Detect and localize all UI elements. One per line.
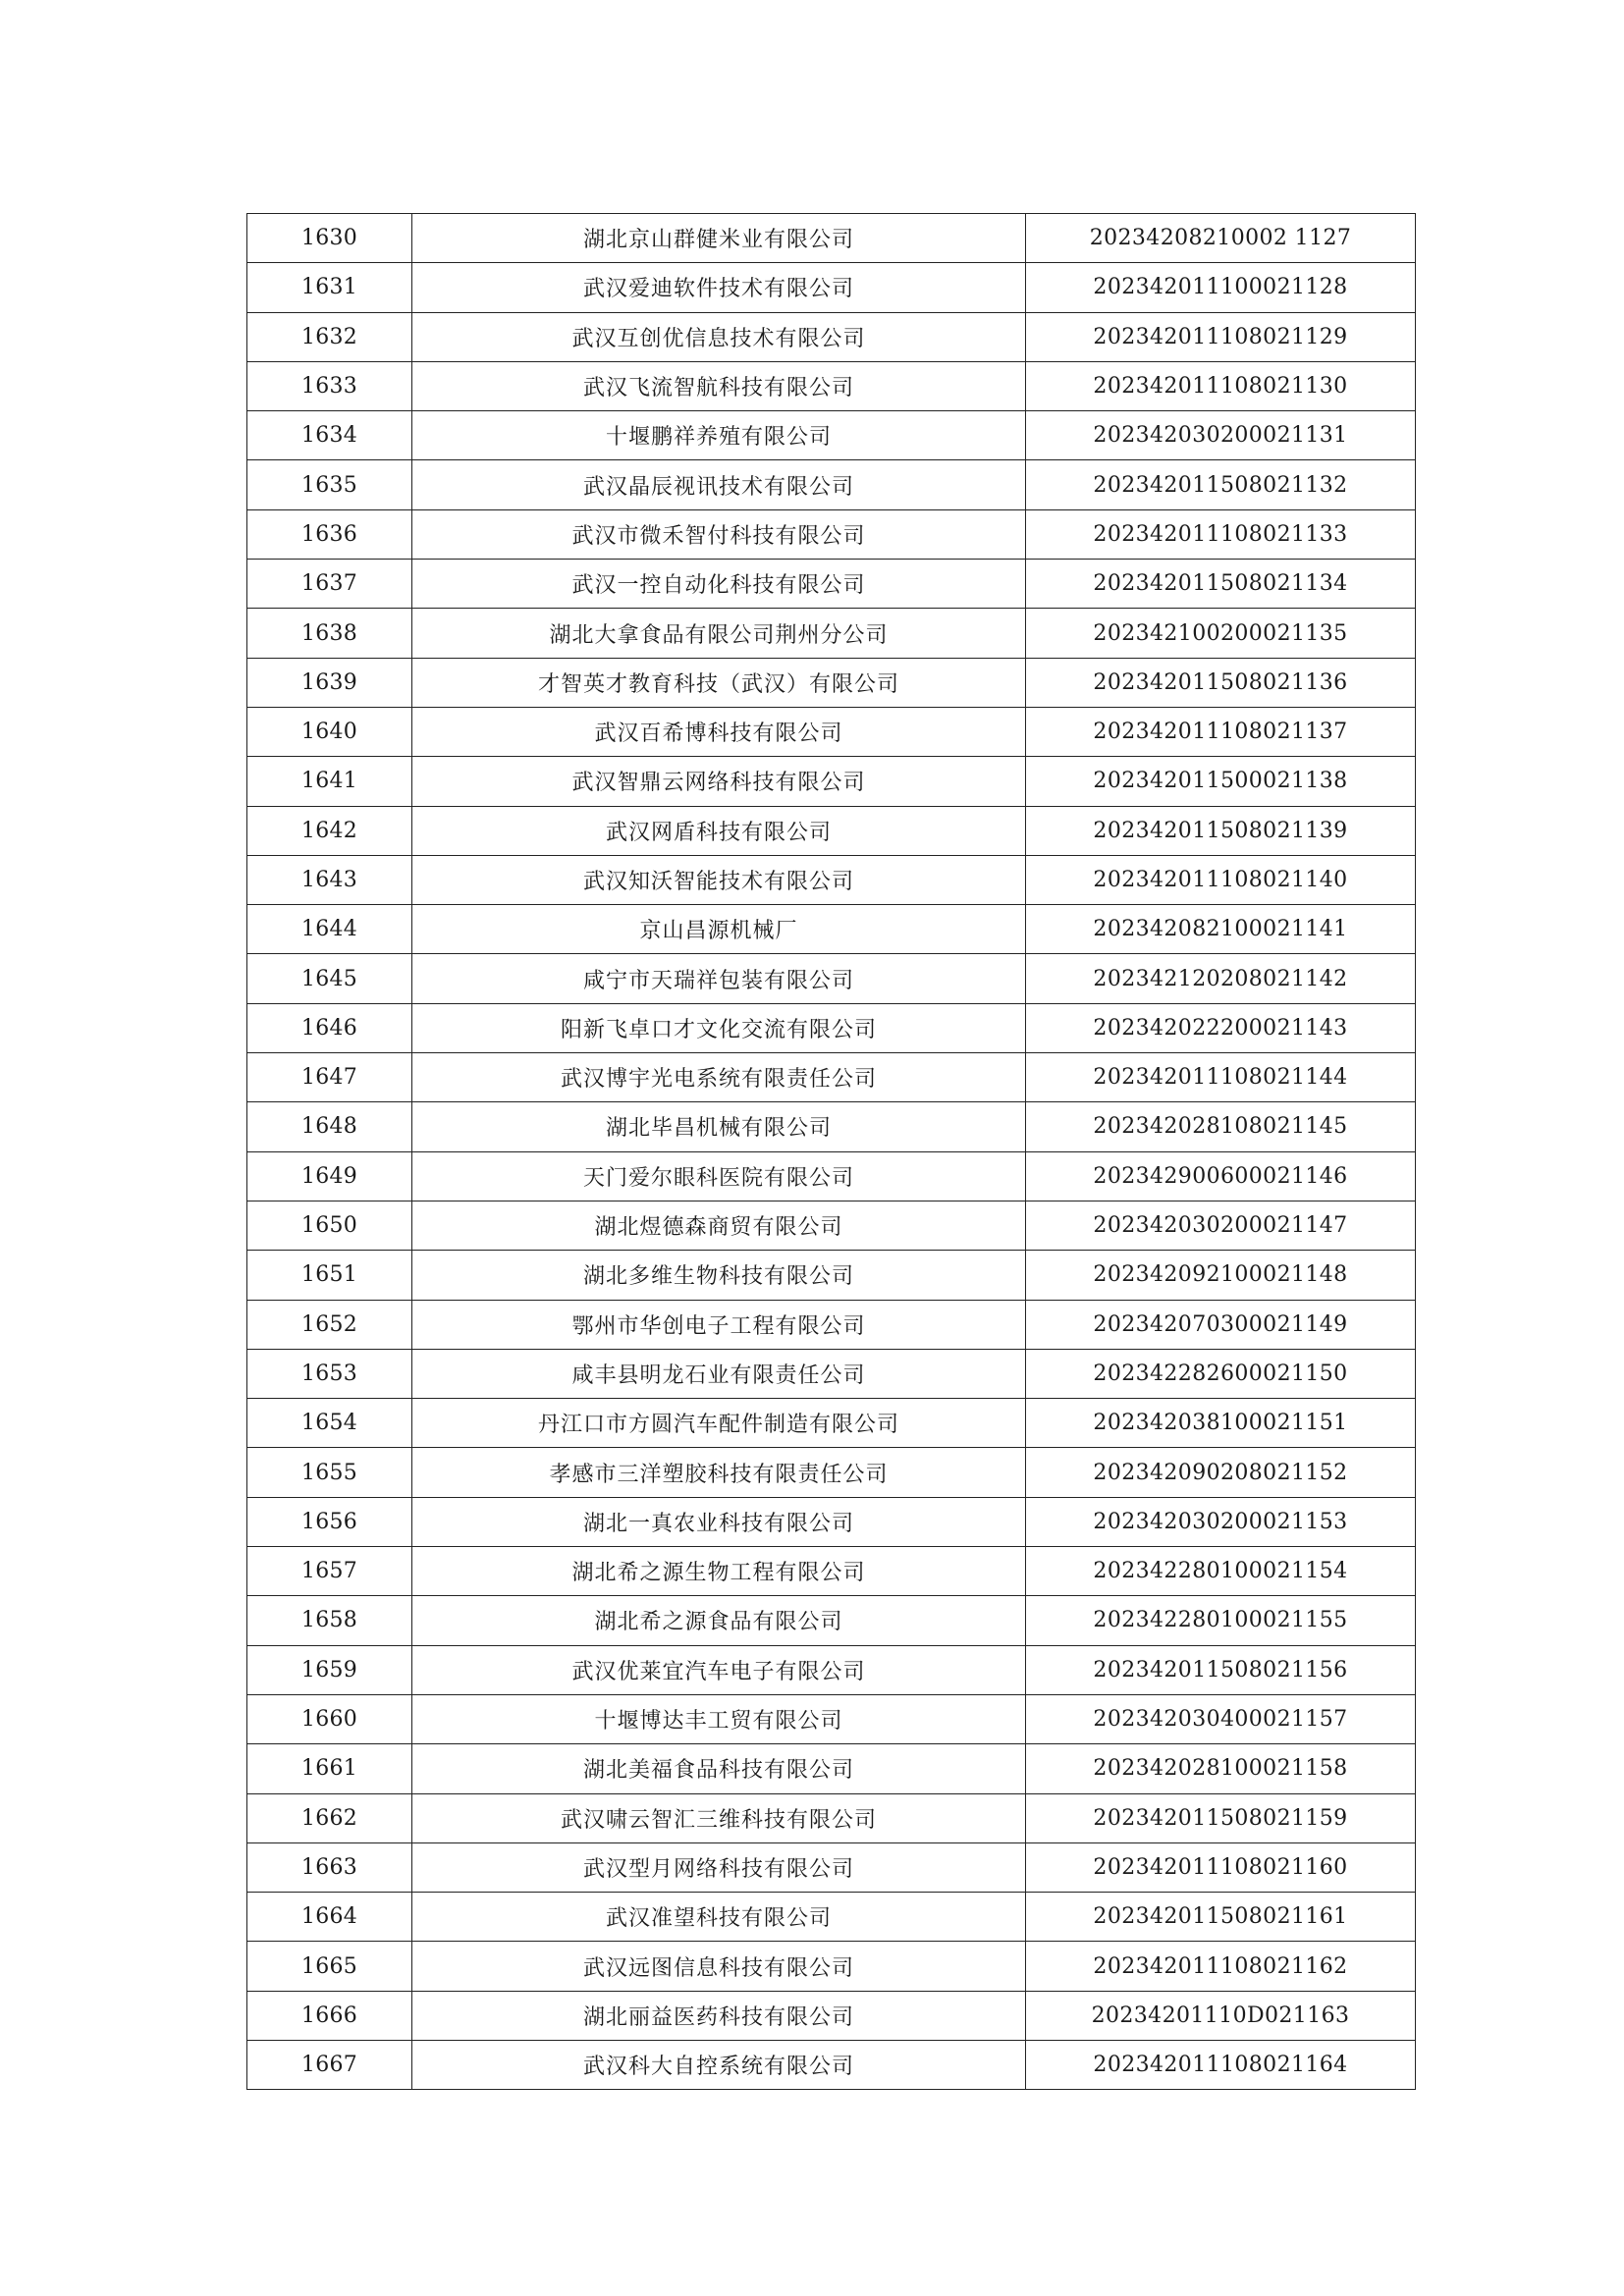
row-number-cell: 1637 xyxy=(247,560,412,609)
registration-code-cell: 202342120208021142 xyxy=(1026,954,1416,1003)
registration-code-cell: 202342282600021150 xyxy=(1026,1349,1416,1398)
row-number-cell: 1630 xyxy=(247,214,412,263)
registration-code-cell: 202342011100021128 xyxy=(1026,263,1416,312)
registration-code-cell: 202342082100021141 xyxy=(1026,905,1416,954)
row-number-cell: 1640 xyxy=(247,707,412,756)
company-name-cell: 湖北大拿食品有限公司荆州分公司 xyxy=(412,609,1026,658)
registration-code-cell: 202342030200021147 xyxy=(1026,1201,1416,1250)
company-name-cell: 十堰鹏祥养殖有限公司 xyxy=(412,411,1026,460)
table-row xyxy=(247,1893,1416,1942)
table-row xyxy=(247,1991,1416,2040)
table-row xyxy=(247,509,1416,559)
row-number-cell: 1649 xyxy=(247,1151,412,1201)
row-number-cell: 1631 xyxy=(247,263,412,312)
registration-code-cell: 202342280100021154 xyxy=(1026,1547,1416,1596)
row-number-cell: 1647 xyxy=(247,1053,412,1102)
company-name-cell: 武汉一控自动化科技有限公司 xyxy=(412,560,1026,609)
registration-code-cell: 202342011508021156 xyxy=(1026,1645,1416,1694)
row-number-cell: 1642 xyxy=(247,806,412,855)
table-row xyxy=(247,1694,1416,1743)
registration-code-cell: 202342030400021157 xyxy=(1026,1694,1416,1743)
registration-code-cell: 202342011500021138 xyxy=(1026,757,1416,806)
company-name-cell: 湖北美福食品科技有限公司 xyxy=(412,1744,1026,1793)
table-row xyxy=(247,855,1416,904)
row-number-cell: 1666 xyxy=(247,1991,412,2040)
table-row xyxy=(247,411,1416,460)
registration-code-cell: 20234201110D021163 xyxy=(1026,1991,1416,2040)
company-roster-sheet xyxy=(246,213,1415,2090)
registration-code-cell: 202342280100021155 xyxy=(1026,1596,1416,1645)
table-row xyxy=(247,806,1416,855)
registration-code-cell: 202342011108021137 xyxy=(1026,707,1416,756)
row-number-cell: 1660 xyxy=(247,1694,412,1743)
company-name-cell: 湖北希之源生物工程有限公司 xyxy=(412,1547,1026,1596)
registration-code-cell: 202342030200021131 xyxy=(1026,411,1416,460)
table-row xyxy=(247,361,1416,410)
company-roster-table xyxy=(246,213,1416,2090)
table-row xyxy=(247,1300,1416,1349)
company-name-cell: 湖北一真农业科技有限公司 xyxy=(412,1497,1026,1546)
company-name-cell: 武汉型月网络科技有限公司 xyxy=(412,1842,1026,1892)
company-name-cell: 武汉远图信息科技有限公司 xyxy=(412,1942,1026,1991)
company-name-cell: 湖北煜德森商贸有限公司 xyxy=(412,1201,1026,1250)
table-row xyxy=(247,1793,1416,1842)
company-name-cell: 武汉市微禾智付科技有限公司 xyxy=(412,509,1026,559)
row-number-cell: 1645 xyxy=(247,954,412,1003)
company-name-cell: 咸丰县明龙石业有限责任公司 xyxy=(412,1349,1026,1398)
registration-code-cell: 202342900600021146 xyxy=(1026,1151,1416,1201)
row-number-cell: 1646 xyxy=(247,1003,412,1052)
company-name-cell: 咸宁市天瑞祥包装有限公司 xyxy=(412,954,1026,1003)
table-row xyxy=(247,1596,1416,1645)
company-name-cell: 武汉飞流智航科技有限公司 xyxy=(412,361,1026,410)
table-row xyxy=(247,757,1416,806)
company-name-cell: 武汉准望科技有限公司 xyxy=(412,1893,1026,1942)
registration-code-cell: 202342011108021140 xyxy=(1026,855,1416,904)
row-number-cell: 1659 xyxy=(247,1645,412,1694)
row-number-cell: 1665 xyxy=(247,1942,412,1991)
registration-code-cell: 202342090208021152 xyxy=(1026,1448,1416,1497)
registration-code-cell: 202342011108021162 xyxy=(1026,1942,1416,1991)
row-number-cell: 1638 xyxy=(247,609,412,658)
registration-code-cell: 202342028108021145 xyxy=(1026,1102,1416,1151)
company-name-cell: 武汉博宇光电系统有限责任公司 xyxy=(412,1053,1026,1102)
row-number-cell: 1663 xyxy=(247,1842,412,1892)
company-name-cell: 武汉智鼎云网络科技有限公司 xyxy=(412,757,1026,806)
company-name-cell: 武汉百希博科技有限公司 xyxy=(412,707,1026,756)
registration-code-cell: 20234208210002 1127 xyxy=(1026,214,1416,263)
row-number-cell: 1635 xyxy=(247,460,412,509)
table-row xyxy=(247,1399,1416,1448)
company-name-cell: 天门爱尔眼科医院有限公司 xyxy=(412,1151,1026,1201)
row-number-cell: 1653 xyxy=(247,1349,412,1398)
registration-code-cell: 202342011108021144 xyxy=(1026,1053,1416,1102)
registration-code-cell: 202342011508021134 xyxy=(1026,560,1416,609)
table-row xyxy=(247,905,1416,954)
registration-code-cell: 202342011108021130 xyxy=(1026,361,1416,410)
row-number-cell: 1657 xyxy=(247,1547,412,1596)
company-name-cell: 才智英才教育科技（武汉）有限公司 xyxy=(412,658,1026,707)
row-number-cell: 1656 xyxy=(247,1497,412,1546)
company-name-cell: 武汉知沃智能技术有限公司 xyxy=(412,855,1026,904)
registration-code-cell: 202342028100021158 xyxy=(1026,1744,1416,1793)
row-number-cell: 1632 xyxy=(247,312,412,361)
table-row xyxy=(247,1448,1416,1497)
registration-code-cell: 202342011108021133 xyxy=(1026,509,1416,559)
table-row xyxy=(247,1842,1416,1892)
table-row xyxy=(247,263,1416,312)
row-number-cell: 1648 xyxy=(247,1102,412,1151)
registration-code-cell: 202342011508021136 xyxy=(1026,658,1416,707)
table-row xyxy=(247,1003,1416,1052)
company-name-cell: 孝感市三洋塑胶科技有限责任公司 xyxy=(412,1448,1026,1497)
table-row xyxy=(247,658,1416,707)
table-row xyxy=(247,1744,1416,1793)
company-name-cell: 武汉优莱宜汽车电子有限公司 xyxy=(412,1645,1026,1694)
table-row xyxy=(247,560,1416,609)
row-number-cell: 1667 xyxy=(247,2040,412,2089)
company-name-cell: 武汉啸云智汇三维科技有限公司 xyxy=(412,1793,1026,1842)
registration-code-cell: 202342011108021129 xyxy=(1026,312,1416,361)
registration-code-cell: 202342070300021149 xyxy=(1026,1300,1416,1349)
table-row xyxy=(247,707,1416,756)
row-number-cell: 1655 xyxy=(247,1448,412,1497)
table-row xyxy=(247,1349,1416,1398)
row-number-cell: 1636 xyxy=(247,509,412,559)
company-name-cell: 武汉网盾科技有限公司 xyxy=(412,806,1026,855)
row-number-cell: 1634 xyxy=(247,411,412,460)
row-number-cell: 1664 xyxy=(247,1893,412,1942)
table-row xyxy=(247,1547,1416,1596)
table-row xyxy=(247,954,1416,1003)
table-row xyxy=(247,1053,1416,1102)
registration-code-cell: 202342038100021151 xyxy=(1026,1399,1416,1448)
company-name-cell: 湖北丽益医药科技有限公司 xyxy=(412,1991,1026,2040)
row-number-cell: 1652 xyxy=(247,1300,412,1349)
roster-body xyxy=(247,214,1416,2090)
table-row xyxy=(247,214,1416,263)
row-number-cell: 1643 xyxy=(247,855,412,904)
row-number-cell: 1639 xyxy=(247,658,412,707)
registration-code-cell: 202342011508021139 xyxy=(1026,806,1416,855)
registration-code-cell: 202342011108021160 xyxy=(1026,1842,1416,1892)
registration-code-cell: 202342100200021135 xyxy=(1026,609,1416,658)
row-number-cell: 1651 xyxy=(247,1251,412,1300)
row-number-cell: 1654 xyxy=(247,1399,412,1448)
table-row xyxy=(247,1151,1416,1201)
row-number-cell: 1661 xyxy=(247,1744,412,1793)
table-row xyxy=(247,2040,1416,2089)
row-number-cell: 1650 xyxy=(247,1201,412,1250)
company-name-cell: 武汉科大自控系统有限公司 xyxy=(412,2040,1026,2089)
company-name-cell: 武汉爱迪软件技术有限公司 xyxy=(412,263,1026,312)
row-number-cell: 1644 xyxy=(247,905,412,954)
table-row xyxy=(247,1942,1416,1991)
registration-code-cell: 202342011508021159 xyxy=(1026,1793,1416,1842)
company-name-cell: 湖北多维生物科技有限公司 xyxy=(412,1251,1026,1300)
table-row xyxy=(247,609,1416,658)
company-name-cell: 丹江口市方圆汽车配件制造有限公司 xyxy=(412,1399,1026,1448)
table-row xyxy=(247,1645,1416,1694)
registration-code-cell: 202342092100021148 xyxy=(1026,1251,1416,1300)
company-name-cell: 湖北毕昌机械有限公司 xyxy=(412,1102,1026,1151)
table-row xyxy=(247,1251,1416,1300)
company-name-cell: 湖北京山群健米业有限公司 xyxy=(412,214,1026,263)
company-name-cell: 阳新飞卓口才文化交流有限公司 xyxy=(412,1003,1026,1052)
company-name-cell: 京山昌源机械厂 xyxy=(412,905,1026,954)
company-name-cell: 武汉晶辰视讯技术有限公司 xyxy=(412,460,1026,509)
registration-code-cell: 202342011108021164 xyxy=(1026,2040,1416,2089)
company-name-cell: 湖北希之源食品有限公司 xyxy=(412,1596,1026,1645)
row-number-cell: 1641 xyxy=(247,757,412,806)
registration-code-cell: 202342022200021143 xyxy=(1026,1003,1416,1052)
registration-code-cell: 202342030200021153 xyxy=(1026,1497,1416,1546)
row-number-cell: 1662 xyxy=(247,1793,412,1842)
row-number-cell: 1633 xyxy=(247,361,412,410)
company-name-cell: 武汉互创优信息技术有限公司 xyxy=(412,312,1026,361)
company-name-cell: 鄂州市华创电子工程有限公司 xyxy=(412,1300,1026,1349)
table-row xyxy=(247,460,1416,509)
registration-code-cell: 202342011508021132 xyxy=(1026,460,1416,509)
registration-code-cell: 202342011508021161 xyxy=(1026,1893,1416,1942)
table-row xyxy=(247,312,1416,361)
table-row xyxy=(247,1201,1416,1250)
company-name-cell: 十堰博达丰工贸有限公司 xyxy=(412,1694,1026,1743)
table-row xyxy=(247,1102,1416,1151)
row-number-cell: 1658 xyxy=(247,1596,412,1645)
table-row xyxy=(247,1497,1416,1546)
